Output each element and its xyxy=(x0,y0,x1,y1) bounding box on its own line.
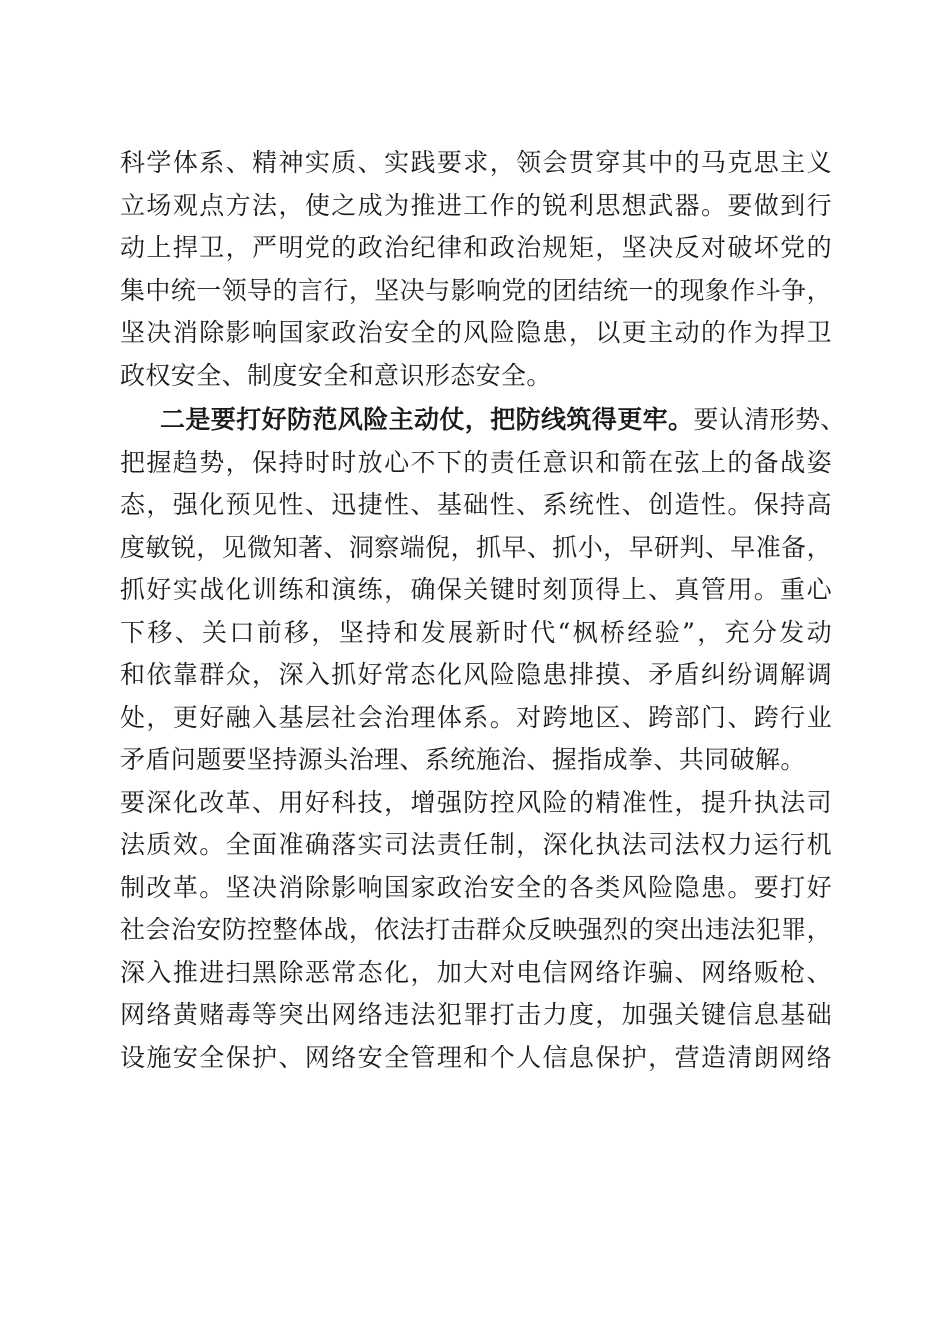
paragraph-line: 把握趋势，保持时时放心不下的责任意识和箭在弦上的备战姿 xyxy=(120,447,832,477)
paragraph-line: 网络黄赌毒等突出网络违法犯罪打击力度，加强关键信息基础 xyxy=(120,1000,832,1029)
paragraph-line: 集中统一领导的言行，坚决与影响党的团结统一的现象作斗争， xyxy=(120,275,832,305)
paragraph-line: 科学体系、精神实质、实践要求，领会贯穿其中的马克思主义 xyxy=(120,148,832,177)
paragraph-line: 处，更好融入基层社会治理体系。对跨地区、跨部门、跨行业 xyxy=(120,702,832,732)
paragraph-1 xyxy=(120,142,832,397)
paragraph-2 xyxy=(120,399,846,1079)
document-body xyxy=(120,142,846,1079)
paragraph-line: 法质效。全面准确落实司法责任制，深化执法司法权力运行机 xyxy=(120,830,832,859)
paragraph-line: 态，强化预见性、迅捷性、基础性、系统性、创造性。保持高 xyxy=(120,490,832,519)
paragraph-line: 深入推进扫黑除恶常态化，加大对电信网络诈骗、网络贩枪、 xyxy=(120,957,832,987)
paragraph-line-rest: 要认清形势、 xyxy=(693,405,846,434)
paragraph-line: 坚决消除影响国家政治安全的风险隐患，以更主动的作为捍卫 xyxy=(120,318,832,347)
paragraph-line: 度敏锐，见微知著、洞察端倪，抓早、抓小，早研判、早准备， xyxy=(120,532,832,562)
paragraph-line: 动上捍卫，严明党的政治纪律和政治规矩，坚决反对破坏党的 xyxy=(120,233,832,262)
paragraph-line: 设施安全保护、网络安全管理和个人信息保护，营造清朗网络 xyxy=(120,1042,832,1072)
paragraph-heading: 二是要打好防范风险主动仗，把防线筑得更牢。 xyxy=(160,405,694,434)
paragraph-line: 和依靠群众，深入抓好常态化风险隐患排摸、矛盾纠纷调解调 xyxy=(120,660,832,689)
paragraph-line: 政权安全、制度安全和意识形态安全。 xyxy=(120,360,552,390)
paragraph-first-line xyxy=(120,399,846,442)
paragraph-line: 下移、关口前移，坚持和发展新时代“枫桥经验”，充分发动 xyxy=(120,617,832,647)
paragraph-line: 立场观点方法，使之成为推进工作的锐利思想武器。要做到行 xyxy=(120,190,832,220)
paragraph-line: 社会治安防控整体战，依法打击群众反映强烈的突出违法犯罪， xyxy=(120,915,832,944)
paragraph-line: 抓好实战化训练和演练，确保关键时刻顶得上、真管用。重心 xyxy=(120,575,832,604)
paragraph-line: 要深化改革、用好科技，增强防控风险的精准性，提升执法司 xyxy=(120,787,832,817)
paragraph-line: 制改革。坚决消除影响国家政治安全的各类风险隐患。要打好 xyxy=(120,872,832,902)
paragraph-line: 矛盾问题要坚持源头治理、系统施治、握指成拳、共同破解。 xyxy=(120,745,806,774)
